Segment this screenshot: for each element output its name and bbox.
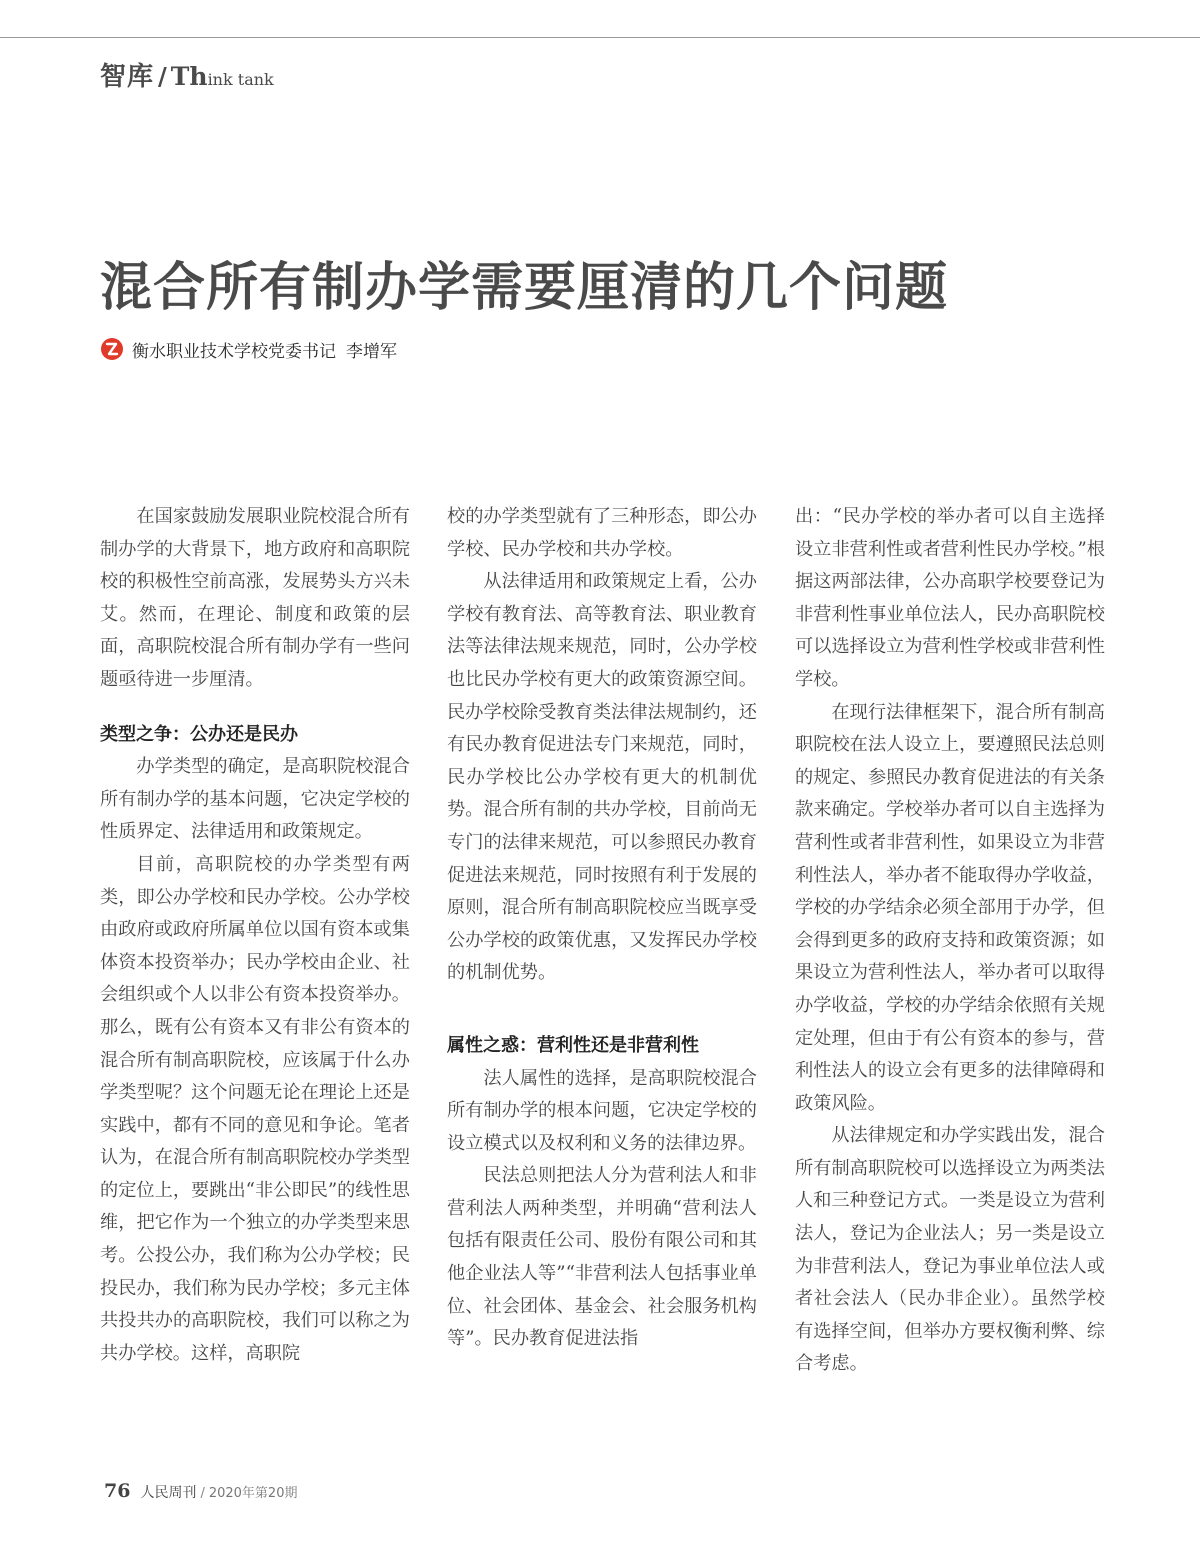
article-column-3 xyxy=(795,501,1105,1381)
author-logo-icon xyxy=(100,337,124,361)
body-paragraph: 办学类型的确定，是高职院校混合所有制办学的基本问题，它决定学校的性质界定、法律适用和政策规定。 xyxy=(100,756,410,843)
section-en-big: Th xyxy=(170,62,208,91)
body-paragraph: 从法律规定和办学实践出发，混合所有制高职院校可以选择设立为两类法人和三种登记方式。一类是设立为营利法人，登记为企业法人；另一类是设立为非营利法人，登记为事业单位法人或者社会法人（民办非企业）。虽然学校有选择空间，但举办方要权衡利弊、综合考虑。 xyxy=(795,1125,1105,1375)
footer-separator: / xyxy=(200,1486,205,1501)
body-paragraph: 从法律适用和政策规定上看，公办学校有教育法、高等教育法、职业教育法等法律法规来规范，同时，公办学校也比民办学校有更大的政策资源空间。民办学校除受教育类法律法规制约，还有民办教育促进法专门来规范，同时，民办学校比公办学校有更大的机制优势。混合所有制的共办学校，目前尚无专门的法律来规范，可以参照民办教育促进法来规范，同时按照有利于发展的原则，混合所有制高职院校应当既享受公办学校的政策优惠，又发挥民办学校的机制优势。 xyxy=(447,571,757,984)
article-title: 混合所有制办学需要厘清的几个问题 xyxy=(100,257,949,318)
page-number: 76 xyxy=(104,1480,131,1502)
section-en-small: ink tank xyxy=(207,70,274,89)
section-slash: / xyxy=(158,62,167,91)
header-rule xyxy=(0,37,1200,38)
body-paragraph: 在国家鼓励发展职业院校混合所有制办学的大背景下，地方政府和高职院校的积极性空前高涨，发展势头方兴未艾。然而，在理论、制度和政策的层面，高职院校混合所有制办学有一些问题亟待进一步厘清。 xyxy=(100,506,410,690)
body-paragraph: 法人属性的选择，是高职院校混合所有制办学的根本问题，它决定学校的设立模式以及权利和义务的法律边界。 xyxy=(447,1067,757,1154)
body-paragraph: 校的办学类型就有了三种形态，即公办学校、民办学校和共办学校。 xyxy=(447,506,757,560)
section-zh: 智库 xyxy=(100,62,155,92)
author-name: 李增军 xyxy=(346,341,397,362)
body-paragraph: 出：“民办学校的举办者可以自主选择设立非营利性或者营利性民办学校。”根据这两部法律，公办高职学校要登记为非营利性事业单位法人，民办高职院校可以选择设立为营利性学校或非营利性学校。 xyxy=(795,506,1105,690)
section-heading: 属性之惑：营利性还是非营利性 xyxy=(447,1034,699,1056)
article-column-2 xyxy=(447,501,757,1356)
page-footer xyxy=(104,1480,297,1502)
byline xyxy=(100,336,397,362)
issue-label: 2020年第20期 xyxy=(208,1486,298,1501)
section-heading: 类型之争：公办还是民办 xyxy=(100,723,298,745)
body-paragraph: 民法总则把法人分为营利法人和非营利法人两种类型，并明确“营利法人包括有限责任公司、股份有限公司和其他企业法人等”“非营利法人包括事业单位、社会团体、基金会、社会服务机构等”。民办教育促进法指 xyxy=(447,1165,757,1350)
article-column-1 xyxy=(100,501,410,1370)
magazine-name: 人民周刊 xyxy=(140,1485,197,1501)
author-org: 衡水职业技术学校党委书记 xyxy=(132,341,336,362)
body-paragraph: 在现行法律框架下，混合所有制高职院校在法人设立上，要遵照民法总则的规定、参照民办教育促进法的有关条款来确定。学校举办者可以自主选择为营利性或者非营利性，如果设立为非营利性法人，举办者不能取得办学收益，学校的办学结余必须全部用于办学，但会得到更多的政府支持和政策资源；如果设立为营利性法人，举办者可以取得办学收益，学校的办学结余依照有关规定处理，但由于有公有资本的参与，营利性法人的设立会有更多的法律障碍和政策风险。 xyxy=(795,701,1105,1114)
section-label xyxy=(100,56,274,92)
body-paragraph: 目前，高职院校的办学类型有两类，即公办学校和民办学校。公办学校由政府或政府所属单位以国有资本或集体资本投资举办；民办学校由企业、社会组织或个人以非公有资本投资举办。那么，既有公有资本又有非公有资本的混合所有制高职院校，应该属于什么办学类型呢？这个问题无论在理论上还是实践中，都有不同的意见和争论。笔者认为，在混合所有制高职院校办学类型的定位上，要跳出“非公即民”的线性思维，把它作为一个独立的办学类型来思考。公投公办，我们称为公办学校；民投民办，我们称为民办学校；多元主体共投共办的高职院校，我们可以称之为共办学校。这样，高职院 xyxy=(100,853,410,1364)
